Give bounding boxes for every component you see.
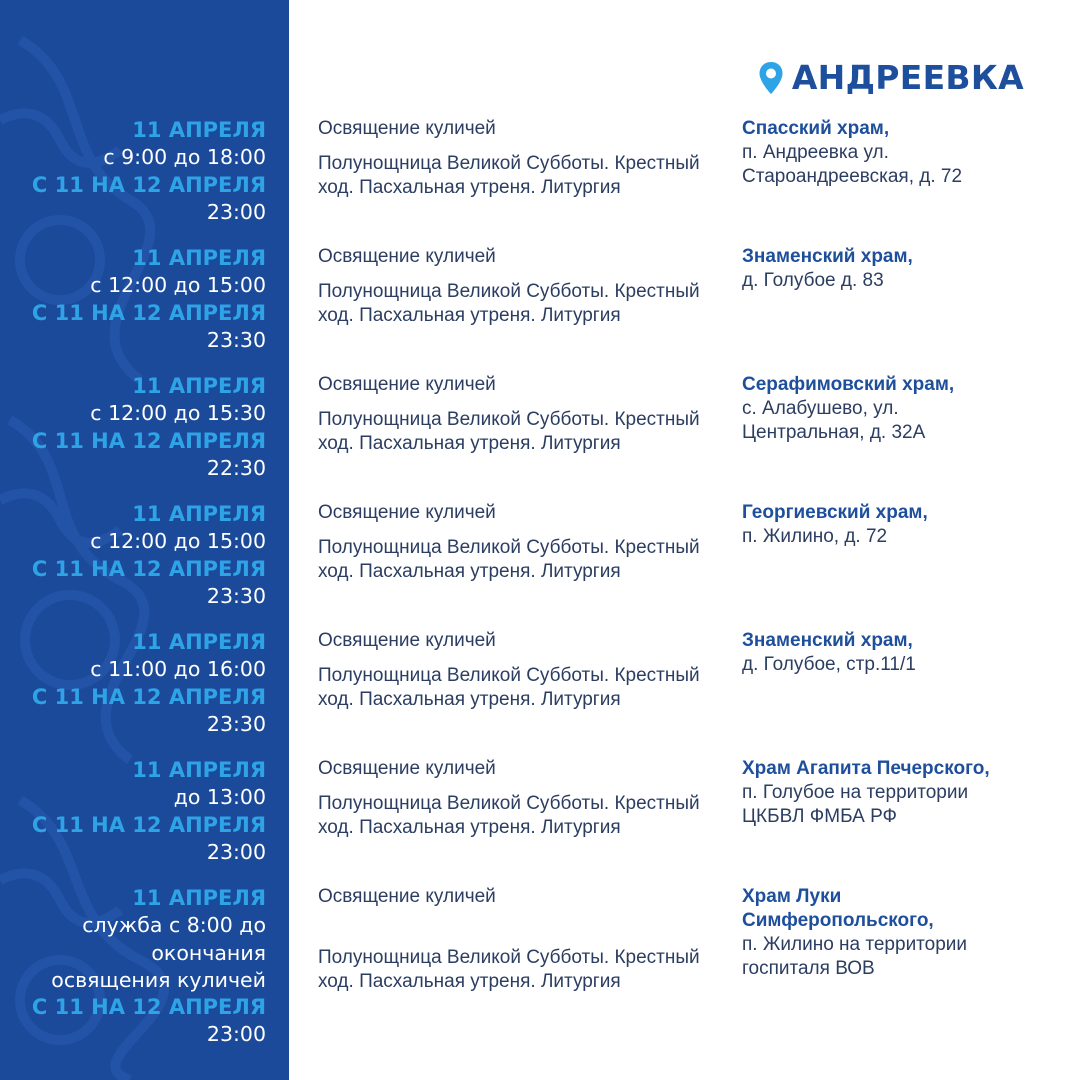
time-label: 23:30 bbox=[206, 327, 266, 352]
church-name: Знаменский храм, bbox=[742, 246, 913, 267]
entry-services bbox=[318, 629, 718, 711]
date-label: 11 АПРЕЛЯ bbox=[132, 118, 266, 142]
time-label: 23:00 bbox=[206, 1022, 266, 1047]
entry-location bbox=[742, 757, 1062, 829]
church-address: п. Жилино на территории госпиталя ВОВ bbox=[742, 934, 968, 979]
entry-times bbox=[0, 501, 266, 610]
entry-times bbox=[0, 885, 266, 1049]
time-label: до 13:00 bbox=[173, 785, 266, 810]
church-address: д. Голубое, стр.11/1 bbox=[742, 654, 916, 675]
date-label: С 11 НА 12 АПРЕЛЯ bbox=[31, 812, 266, 837]
service-night: Полунощница Великой Субботы. Крестный ход. Пасхальная утреня. Литургия bbox=[318, 947, 700, 992]
church-name: Храм Агапита Печерского, bbox=[742, 758, 990, 779]
time-label: 23:30 bbox=[206, 583, 266, 608]
service-night: Полунощница Великой Субботы. Крестный ход. Пасхальная утреня. Литургия bbox=[318, 153, 700, 198]
date-label: 11 АПРЕЛЯ bbox=[132, 758, 266, 782]
entry-location bbox=[742, 373, 1062, 445]
service-night: Полунощница Великой Субботы. Крестный ход. Пасхальная утреня. Литургия bbox=[318, 793, 700, 838]
map-pin-icon bbox=[758, 61, 784, 95]
date-label: 11 АПРЕЛЯ bbox=[132, 374, 266, 398]
date-label: 11 АПРЕЛЯ bbox=[132, 502, 266, 526]
church-address: п. Голубое на территории ЦКБВЛ ФМБА РФ bbox=[742, 782, 969, 827]
time-label: с 11:00 до 16:00 bbox=[90, 657, 266, 682]
entry-location bbox=[742, 117, 1062, 189]
entry-location bbox=[742, 629, 1062, 677]
entry-times bbox=[0, 373, 266, 482]
entry-times bbox=[0, 629, 266, 738]
entry-services bbox=[318, 117, 718, 199]
service-blessing: Освящение куличей bbox=[318, 886, 496, 907]
service-blessing: Освящение куличей bbox=[318, 502, 496, 523]
entry-services bbox=[318, 501, 718, 583]
service-blessing: Освящение куличей bbox=[318, 118, 496, 139]
service-blessing: Освящение куличей bbox=[318, 758, 496, 779]
service-night: Полунощница Великой Субботы. Крестный ход. Пасхальная утреня. Литургия bbox=[318, 537, 700, 582]
church-address: д. Голубое д. 83 bbox=[742, 270, 884, 291]
date-label: 11 АПРЕЛЯ bbox=[132, 886, 266, 910]
entry-times bbox=[0, 245, 266, 354]
service-blessing: Освящение куличей bbox=[318, 246, 496, 267]
page-title: АНДРЕЕВКА bbox=[791, 58, 1024, 97]
date-label: С 11 НА 12 АПРЕЛЯ bbox=[31, 684, 266, 709]
time-label: с 12:00 до 15:30 bbox=[90, 401, 266, 426]
church-address: п. Жилино, д. 72 bbox=[742, 526, 888, 547]
time-label: служба с 8:00 до окончания освящения куличей bbox=[51, 913, 266, 992]
entry-location bbox=[742, 245, 1062, 293]
date-label: С 11 НА 12 АПРЕЛЯ bbox=[31, 995, 266, 1020]
service-night: Полунощница Великой Субботы. Крестный ход. Пасхальная утреня. Литургия bbox=[318, 409, 700, 454]
date-label: С 11 НА 12 АПРЕЛЯ bbox=[31, 300, 266, 325]
church-name: Знаменский храм, bbox=[742, 630, 913, 651]
church-name: Храм Луки Симферопольского, bbox=[742, 886, 934, 931]
date-label: 11 АПРЕЛЯ bbox=[132, 246, 266, 270]
time-label: 23:30 bbox=[206, 711, 266, 736]
time-label: с 12:00 до 15:00 bbox=[90, 273, 266, 298]
entry-services bbox=[318, 885, 718, 993]
date-label: 11 АПРЕЛЯ bbox=[132, 630, 266, 654]
entry-times bbox=[0, 757, 266, 866]
church-name: Спасский храм, bbox=[742, 118, 890, 139]
service-night: Полунощница Великой Субботы. Крестный ход. Пасхальная утреня. Литургия bbox=[318, 281, 700, 326]
time-label: 23:00 bbox=[206, 839, 266, 864]
church-name: Георгиевский храм, bbox=[742, 502, 928, 523]
time-label: 22:30 bbox=[206, 455, 266, 480]
date-label: С 11 НА 12 АПРЕЛЯ bbox=[31, 172, 266, 197]
service-blessing: Освящение куличей bbox=[318, 374, 496, 395]
date-label: С 11 НА 12 АПРЕЛЯ bbox=[31, 556, 266, 581]
service-blessing: Освящение куличей bbox=[318, 630, 496, 651]
church-address: п. Андреевка ул. Староандреевская, д. 72 bbox=[742, 142, 963, 187]
entry-services bbox=[318, 757, 718, 839]
entry-times bbox=[0, 117, 266, 226]
entry-services bbox=[318, 373, 718, 455]
time-label: с 9:00 до 18:00 bbox=[103, 145, 266, 170]
entry-services bbox=[318, 245, 718, 327]
page-header bbox=[758, 56, 1024, 100]
time-label: с 12:00 до 15:00 bbox=[90, 529, 266, 554]
service-night: Полунощница Великой Субботы. Крестный ход. Пасхальная утреня. Литургия bbox=[318, 665, 700, 710]
time-label: 23:00 bbox=[206, 199, 266, 224]
entry-location bbox=[742, 501, 1062, 549]
date-label: С 11 НА 12 АПРЕЛЯ bbox=[31, 428, 266, 453]
church-name: Серафимовский храм, bbox=[742, 374, 955, 395]
church-address: с. Алабушево, ул. Центральная, д. 32А bbox=[742, 398, 926, 443]
entry-location bbox=[742, 885, 1062, 981]
